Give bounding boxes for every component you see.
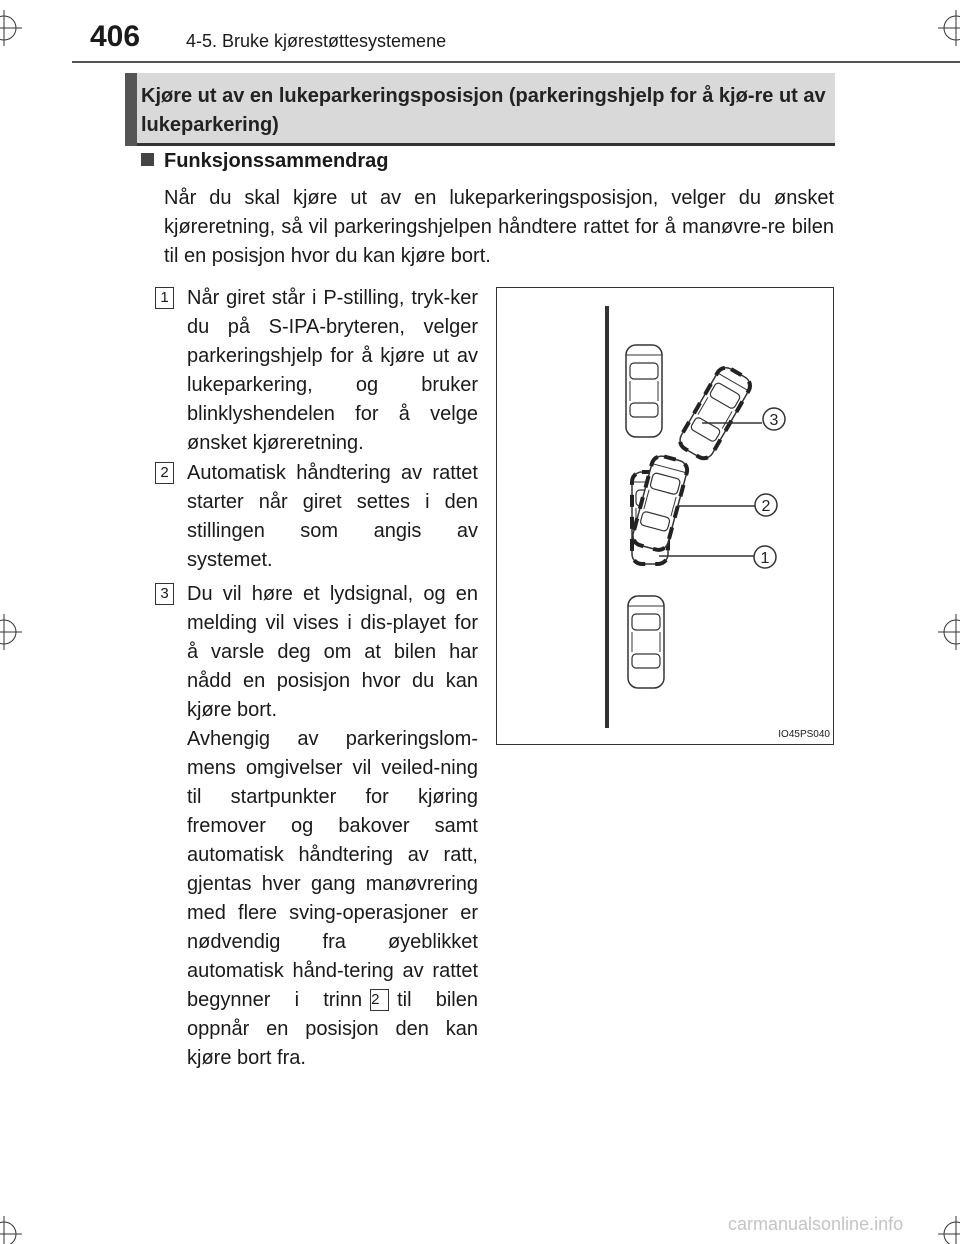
exiting-car-end: [676, 364, 753, 462]
note-text-after: til bilen oppnår en posisjon den kan kjøre bort fra.: [187, 989, 478, 1069]
step-text: Du vil høre et lydsignal, og en melding vil vises i dis-playet for å varsle deg om at bilen har nådd en posisjon hvor du kan kjøre bort.: [187, 583, 478, 721]
page-number: 406: [90, 20, 141, 53]
step-number: 3: [155, 583, 174, 605]
callout-2: 2: [761, 498, 771, 515]
page-header: [0, 0, 960, 62]
exiting-car-mid: [631, 454, 690, 552]
square-bullet-icon: [141, 153, 154, 166]
parking-illustration: [497, 288, 835, 746]
step-ref-badge: 2: [370, 989, 389, 1011]
banner-title: Kjøre ut av en lukeparkeringsposisjon (parkeringshjelp for å kjø-re ut av lukeparkering): [141, 85, 826, 136]
parked-car-bottom: [628, 596, 664, 688]
step-number: 2: [155, 462, 174, 484]
step-text: Når giret står i P-stilling, tryk-ker du på S-IPA-bryteren, velger parkeringshjelp for å kjøre ut av lukeparkering, og bruker blinklyshendelen for å velge ønsket kjøreretning.: [187, 287, 478, 454]
section-banner: [125, 73, 835, 146]
step-number: 1: [155, 287, 174, 309]
section-heading: [141, 150, 389, 173]
note-text-before: Avhengig av parkeringslom-mens omgivelser vil veiled-ning til startpunkter for kjøring fremover og bakover samt automatisk håndtering av ratt, gjentas hver gang manøvrering med flere sving-operasjoner er nødvendig fra øyeblikket automatisk hånd-tering av rattet begynner i trinn: [187, 728, 478, 1011]
section-heading-text: Funksjonssammendrag: [164, 150, 389, 172]
callout-1: 1: [760, 550, 770, 567]
chapter-title: 4-5. Bruke kjørestøttesystemene: [186, 31, 447, 51]
callout-3: 3: [769, 412, 779, 429]
figure-code: IO45PS040: [778, 729, 830, 740]
header-divider: [72, 61, 960, 63]
intro-paragraph: Når du skal kjøre ut av en lukeparkeringsposisjon, velger du ønsket kjøreretning, så vil parkeringshjelpen håndtere rattet for å manøvre-re bilen til en posisjon hvor du kan kjøre bort.: [164, 187, 834, 267]
note-text: [187, 725, 478, 1073]
step-text: Automatisk håndtering av rattet starter når giret settes i den stillingen som angis av systemet.: [187, 462, 478, 571]
banner-accent-bar: [125, 73, 137, 146]
parked-car-top: [626, 345, 662, 437]
parking-diagram: [496, 287, 834, 745]
watermark: carmanualsonline.info: [728, 1214, 904, 1234]
